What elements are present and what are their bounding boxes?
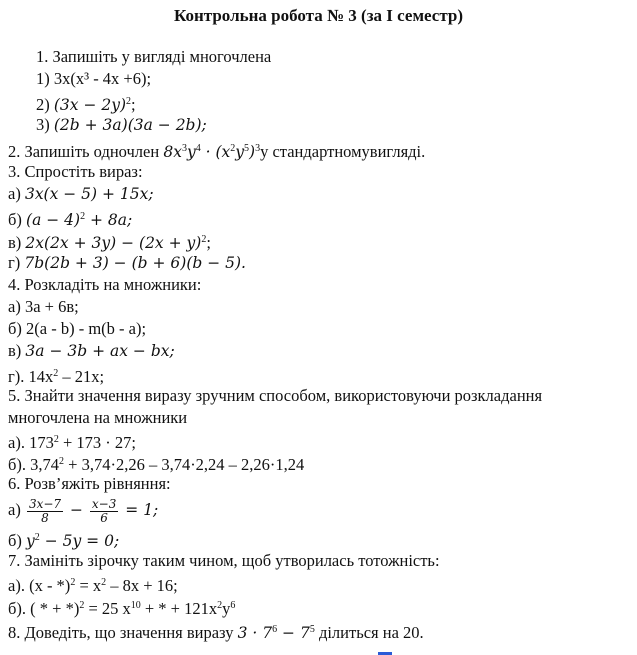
task-5-item-b: б). $3,74^2 + 3,74\cdot 2,26 - 3,74\cdot 2,24 - 2,26\cdot 1,24$ — [8, 455, 305, 474]
task-1-heading: 1. Запишіть у вигляді многочлена — [36, 47, 272, 66]
task-8: 8. Доведіть, що значення виразу $3 \cdot 7^6 - 7^5$ ділиться на 20. — [8, 623, 424, 642]
task-7-item-a: а). $(x - *)^2 = x^2 - 8x + 16$; — [8, 576, 178, 595]
task-4-item-b: б) 2(a - b) - m(b - a); — [8, 319, 147, 338]
task-4-item-a: а) 3a + 6в; — [8, 297, 79, 316]
task-4-item-c: в) 3a − 3b + ax − bx; — [8, 341, 175, 360]
task-5-line-2: многочлена на множники — [8, 408, 188, 427]
task-1-item-2: 2) $(3x - 2y)^2$; — [36, 95, 136, 114]
task-5-line-1: 5. Знайти значення виразу зручним способом, використовуючи розкладання — [8, 386, 543, 405]
task-7-heading: 7. Замініть зірочку таким чином, щоб утворилась тотожність: — [8, 551, 440, 570]
task-5-item-a: а). $173^2 + 173 \cdot 27$; — [8, 433, 136, 452]
task-1-item-1: 1) 3x(x³ - 4x +6); — [36, 69, 152, 88]
task-3-item-c: в) $2x(2x + 3y) - (2x + y)^2$; — [8, 233, 211, 252]
task-7-item-b: б). ( * + *)$^2$ = 25 $x^{10}$ + * + $121x^2y^6$ — [8, 599, 236, 618]
task-6-item-a: а) $\frac{3x-7}{8}$ − $\frac{x-3}{6}$ = 1; — [8, 496, 159, 525]
task-6-item-b: б) $y^2 - 5y = 0$; — [8, 531, 120, 550]
task-4-item-d: г). $14x^2 - 21x$; — [8, 367, 105, 386]
task-3-item-b: б) $(a - 4)^2 + 8a$; — [8, 210, 133, 229]
fraction-2: $\frac{x-3}{6}$ — [91, 496, 117, 525]
task-3-item-d: г) 7b(2b + 3) − (b + 6)(b − 5). — [8, 253, 246, 272]
task-2: 2. Запишіть одночлен $8x^3y^4 \cdot (x^2y^5)^3y$ стандартномувигляді. — [8, 142, 426, 161]
task-3-item-a: а) 3x(x − 5) + 15x; — [8, 184, 154, 203]
task-6-heading: 6. Розв’яжіть рівняння: — [8, 474, 171, 493]
fraction-1: $\frac{3x-7}{8}$ — [28, 496, 62, 525]
task-4-heading: 4. Розкладіть на множники: — [8, 275, 202, 294]
task-3-heading: 3. Спростіть вираз: — [8, 162, 143, 181]
task-1-item-3: 3) (2b + 3a)(3a − 2b); — [36, 115, 207, 134]
page-title: Контрольна робота № 3 (за І семестр) — [174, 6, 463, 25]
